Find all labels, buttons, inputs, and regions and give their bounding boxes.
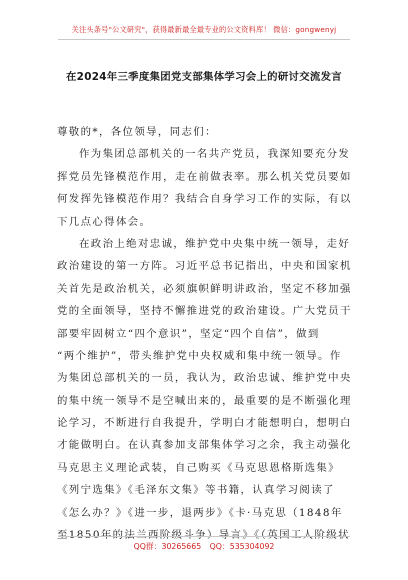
body-line: 何发挥先锋模范作用？我结合自身学习工作的实际，有以 — [57, 193, 352, 206]
body-line: 关首先是政治机关，必须旗帜鲜明讲政治，坚定不移加强 — [57, 282, 352, 295]
body-line: 《列宁选集》《毛泽东文集》等书籍，认真学习阅读了 — [57, 484, 335, 497]
document-body — [57, 121, 353, 546]
body-line: “两个维护”，带头维护党中央权威和集中统一领导。作 — [57, 349, 342, 362]
footer-contact — [0, 541, 408, 552]
body-line: 政治建设的第一方阵。习近平总书记指出，中央和国家机 — [57, 260, 352, 273]
body-line: 《怎么办？》《进一步，退两步》《卡·马克思（1848年 — [57, 506, 343, 519]
body-line: 挥党员先锋模范作用，走在前做表率。那么机关党员要如 — [57, 170, 352, 183]
body-line: 才能做明白。在认真参加支部集体学习之余，我主动强化 — [57, 439, 352, 452]
body-line: 至1850年的法兰西阶级斗争）导言》《（英国工人阶级状 — [57, 529, 350, 542]
footer-qq-group: QQ群：30265665 — [133, 542, 202, 551]
body-line: 的集中统一领导不是空喊出来的，最重要的是不断强化理 — [57, 394, 352, 407]
body-line: 党的全面领导，坚持不懈推进党的政治建设。广大党员干 — [57, 305, 352, 318]
body-line: 部要牢固树立“四个意识”，坚定“四个自信”，做到 — [57, 327, 320, 340]
body-line: 马克思主义理论武装，自己购买《马克思恩格斯选集》 — [57, 461, 340, 474]
body-line: 为集团总部机关的一员，我认为，政治忠诚、维护党中央 — [57, 372, 352, 385]
footer-divider — [58, 536, 350, 537]
body-line: 在政治上绝对忠诚，维护党中央集中统一领导，走好 — [79, 237, 351, 250]
body-line: 下几点心得体会。 — [57, 215, 152, 228]
body-line: 作为集团总部机关的一名共产党员，我深知要充分发 — [79, 148, 351, 161]
body-line: 论学习，不断进行自我提升，学明白才能想明白，想明白 — [57, 417, 352, 430]
footer-qq-number: QQ：535304092 — [209, 542, 275, 551]
header-divider — [58, 39, 350, 40]
header-promo-text: 关注头条号"公文研究"，获得最新最全最专业的公文资料库！ 微信：gongwenyj — [71, 25, 337, 34]
body-line: 尊敬的*，各位领导，同志们： — [57, 126, 217, 138]
document-title: 在2024年三季度集团党支部集体学习会上的研讨交流发言 — [65, 71, 342, 83]
